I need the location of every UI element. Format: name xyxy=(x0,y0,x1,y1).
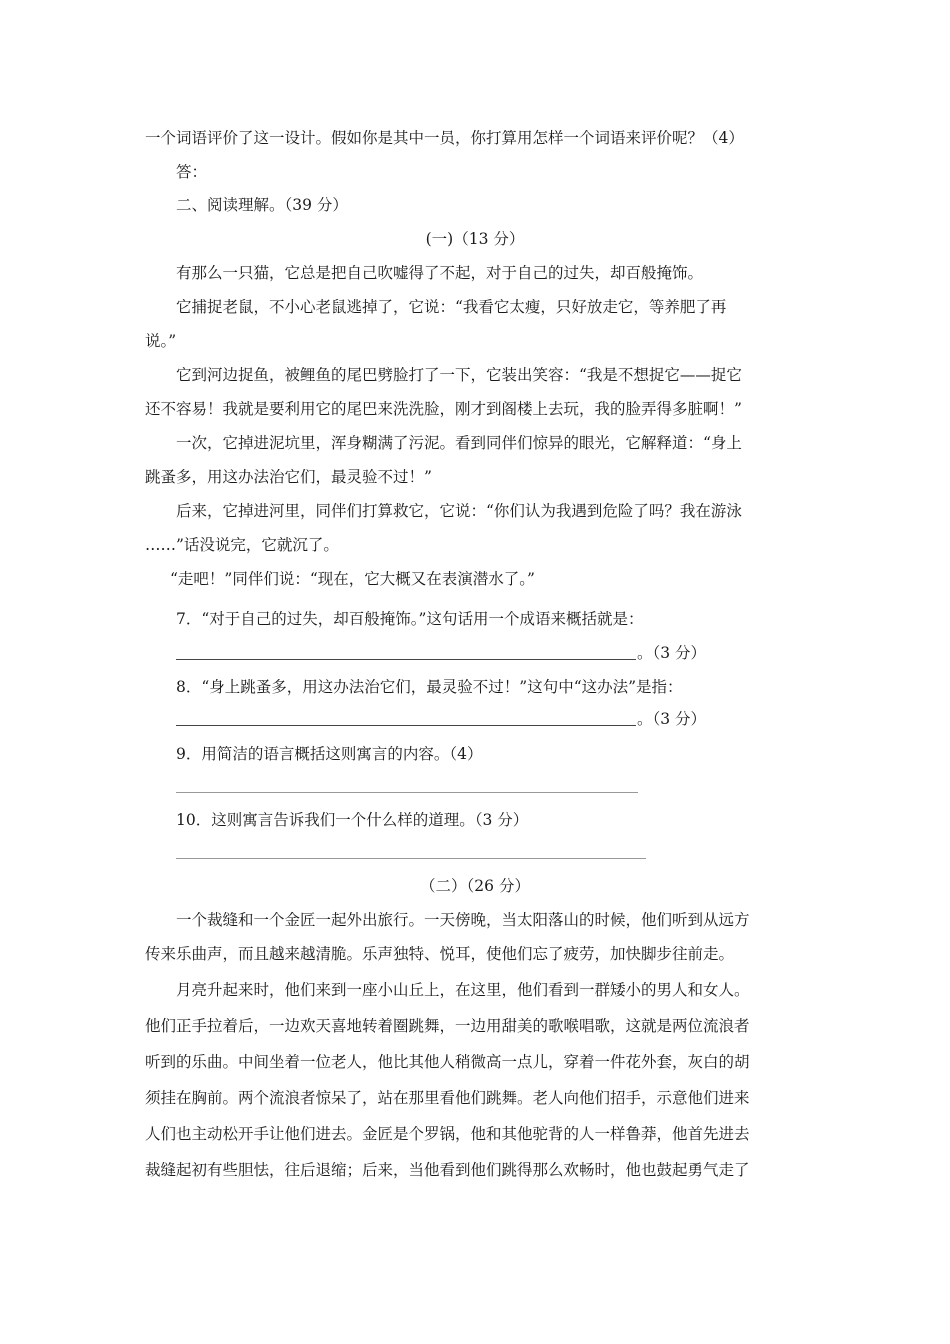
question-9-answer-blank[interactable] xyxy=(176,792,638,793)
passage-1-paragraph: 说。” xyxy=(145,332,177,350)
passage-2-paragraph: 月亮升起来时，他们来到一座小山丘上，在这里，他们看到一群矮小的男人和女人。 xyxy=(176,981,750,999)
question-8-answer-blank[interactable] xyxy=(176,725,636,726)
passage-1-paragraph: 它到河边捉鱼，被鲤鱼的尾巴劈脸打了一下，它装出笑容：“我是不想捉它——捉它 xyxy=(176,366,742,384)
question-7-answer-blank[interactable] xyxy=(176,659,636,660)
passage-2-heading: （二）（26 分） xyxy=(420,877,530,895)
passage-1-paragraph: ……”话没说完，它就沉了。 xyxy=(145,536,339,554)
passage-1-paragraph: 一次，它掉进泥坑里，浑身糊满了污泥。看到同伴们惊异的眼光，它解释道：“身上 xyxy=(176,434,742,452)
passage-2-paragraph: 一个裁缝和一个金匠一起外出旅行。一天傍晚，当太阳落山的时候，他们听到从远方 xyxy=(176,911,750,929)
passage-1-paragraph: 跳蚤多，用这办法治它们，最灵验不过！” xyxy=(145,468,432,486)
passage-1-paragraph: 有那么一只猫，它总是把自己吹嘘得了不起，对于自己的过失，却百般掩饰。 xyxy=(176,264,704,282)
passage-2-paragraph: 裁缝起初有些胆怯，往后退缩；后来，当他看到他们跳得那么欢畅时，他也鼓起勇气走了 xyxy=(145,1161,750,1179)
passage-1-paragraph: “走吧！”同伴们说：“现在，它大概又在表演潜水了。” xyxy=(170,570,535,588)
passage-2-paragraph: 听到的乐曲。中间坐着一位老人，他比其他人稍微高一点儿，穿着一件花外套，灰白的胡 xyxy=(145,1053,750,1071)
passage-2-paragraph: 他们正手拉着后，一边欢天喜地转着圈跳舞，一边用甜美的歌喉唱歌，这就是两位流浪者 xyxy=(145,1017,750,1035)
section-heading-reading: 二、阅读理解。（39 分） xyxy=(176,196,348,214)
passage-2-paragraph: 传来乐曲声，而且越来越清脆。乐声独特、悦耳，使他们忘了疲劳，加快脚步往前走。 xyxy=(145,945,735,963)
passage-2-paragraph: 人们也主动松开手让他们进去。金匠是个罗锅，他和其他驼背的人一样鲁莽，他首先进去 xyxy=(145,1125,750,1143)
question-7: 7．“对于自己的过失，却百般掩饰。”这句话用一个成语来概括就是： xyxy=(176,610,644,628)
passage-1-heading: (一)（13 分） xyxy=(425,230,525,248)
question-8-score: 。（3 分） xyxy=(637,710,707,728)
question-8: 8．“身上跳蚤多，用这办法治它们，最灵验不过！”这句中“这办法”是指： xyxy=(176,678,683,696)
question-7-score: 。（3 分） xyxy=(637,644,707,662)
question-9: 9．用简洁的语言概括这则寓言的内容。（4） xyxy=(176,745,483,763)
question-10: 10．这则寓言告诉我们一个什么样的道理。（3 分） xyxy=(176,811,529,829)
passage-1-paragraph: 后来，它掉进河里，同伴们打算救它，它说：“你们认为我遇到危险了吗？我在游泳 xyxy=(176,502,742,520)
question-10-answer-blank[interactable] xyxy=(176,858,646,859)
answer-label: 答： xyxy=(176,163,208,181)
passage-1-paragraph: 还不容易！我就是要利用它的尾巴来洗洗脸，刚才到阁楼上去玩，我的脸弄得多脏啊！” xyxy=(145,400,742,418)
passage-1-paragraph: 它捕捉老鼠，不小心老鼠逃掉了，它说：“我看它太瘦，只好放走它，等养肥了再 xyxy=(176,298,727,316)
passage-2-paragraph: 须挂在胸前。两个流浪者惊呆了，站在那里看他们跳舞。老人向他们招手，示意他们进来 xyxy=(145,1089,750,1107)
question-6-text-end: 一个词语评价了这一设计。假如你是其中一员，你打算用怎样一个词语来评价呢？（4） xyxy=(145,129,744,147)
